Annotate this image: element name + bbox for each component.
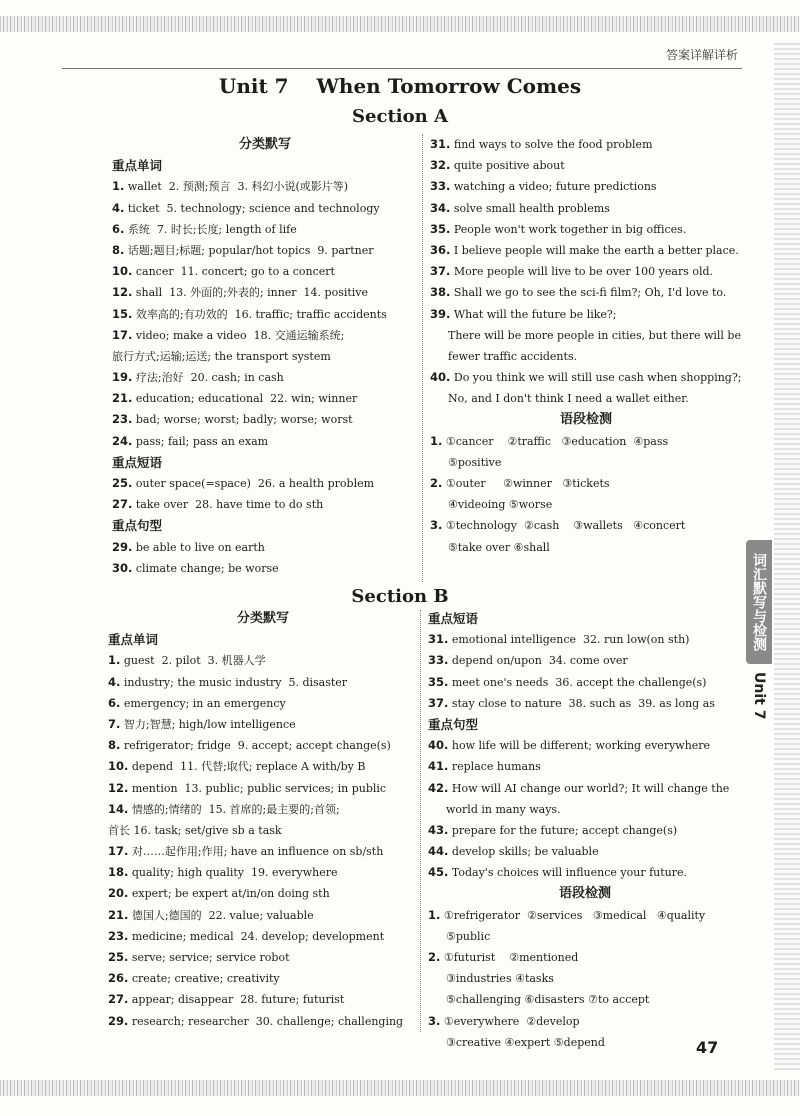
answer-item bbox=[112, 325, 418, 346]
item-number: 12. bbox=[112, 285, 133, 300]
answer-item bbox=[428, 1011, 742, 1032]
answer-item bbox=[108, 650, 418, 671]
header-note: 答案详解详析 bbox=[665, 48, 738, 62]
item-number: 25. bbox=[112, 476, 133, 491]
answer-item bbox=[112, 473, 418, 494]
item-text: prepare for the future; accept change(s) bbox=[448, 823, 678, 837]
answer-item bbox=[112, 494, 418, 515]
answer-item bbox=[430, 515, 742, 536]
item-text: ①refrigerator ②services ③medical ④quality bbox=[440, 908, 706, 922]
item-text: medicine; medical 24. develop; development bbox=[128, 929, 385, 943]
item-number: 10. bbox=[108, 759, 129, 774]
item-number: 21. bbox=[108, 907, 129, 922]
category-heading: 重点句型 bbox=[112, 518, 163, 534]
column-divider bbox=[422, 134, 423, 582]
item-text: How will AI change our world?; It will change the bbox=[448, 781, 730, 795]
item-text: climate change; be worse bbox=[132, 561, 279, 575]
answer-item bbox=[428, 947, 742, 968]
answer-item bbox=[112, 388, 418, 409]
unit-title: Unit 7 When Tomorrow Comes bbox=[218, 74, 582, 98]
answer-item bbox=[108, 672, 418, 693]
item-text: guest 2. pilot 3. 机器人学 bbox=[120, 654, 266, 668]
answer-item bbox=[108, 1011, 418, 1032]
item-number: 15. bbox=[112, 306, 133, 321]
item-text: watching a video; future predictions bbox=[450, 180, 657, 194]
answer-item bbox=[112, 240, 418, 261]
answer-continuation: 首长 16. task; set/give sb a task bbox=[108, 823, 282, 837]
item-number: 3. bbox=[430, 518, 443, 533]
answer-item bbox=[430, 261, 742, 282]
item-text: 智力;智慧; high/low intelligence bbox=[120, 717, 296, 731]
item-number: 27. bbox=[108, 992, 129, 1007]
item-text: ①futurist ②mentioned bbox=[440, 951, 579, 965]
answer-continuation: ③creative ④expert ⑤depend bbox=[446, 1035, 605, 1049]
answer-item bbox=[108, 778, 418, 799]
item-text: refrigerator; fridge 9. accept; accept change(s) bbox=[120, 739, 391, 753]
answer-item bbox=[112, 304, 418, 325]
item-text: find ways to solve the food problem bbox=[450, 138, 653, 151]
answer-item bbox=[430, 304, 742, 325]
item-text: appear; disappear 28. future; futurist bbox=[128, 993, 345, 1007]
header-rule bbox=[62, 68, 742, 69]
item-number: 33. bbox=[428, 653, 449, 668]
column-divider bbox=[420, 610, 421, 1032]
answer-item bbox=[428, 862, 742, 883]
item-text: 情感的;情绪的 15. 首席的;最主要的;首领; bbox=[128, 802, 340, 816]
answer-item bbox=[428, 756, 742, 777]
item-text: serve; service; service robot bbox=[128, 951, 290, 965]
answer-item bbox=[430, 198, 742, 219]
item-text: More people will live to be over 100 years old. bbox=[450, 265, 714, 279]
answer-item bbox=[112, 409, 418, 430]
subheading: 语段检测 bbox=[559, 412, 612, 428]
item-number: 17. bbox=[108, 844, 129, 859]
item-text: wallet 2. 预测;预言 3. 科幻小说(或影片等) bbox=[124, 180, 349, 194]
answer-item bbox=[112, 261, 418, 282]
answer-item bbox=[108, 799, 418, 820]
item-number: 1. bbox=[428, 907, 441, 922]
item-number: 7. bbox=[108, 716, 121, 731]
item-text: 德国人;德国的 22. value; valuable bbox=[128, 908, 314, 922]
item-number: 25. bbox=[108, 950, 129, 965]
item-text: video; make a video 18. 交通运输系统; bbox=[132, 328, 345, 342]
item-text: how life will be different; working everywhere bbox=[448, 739, 711, 753]
item-number: 33. bbox=[430, 179, 451, 194]
answer-item bbox=[108, 862, 418, 883]
item-number: 45. bbox=[428, 865, 449, 880]
item-number: 17. bbox=[112, 327, 133, 342]
item-number: 39. bbox=[430, 306, 451, 321]
item-number: 38. bbox=[430, 285, 451, 300]
item-text: 效率高的;有功效的 16. traffic; traffic accidents bbox=[132, 307, 387, 321]
item-number: 26. bbox=[108, 971, 129, 986]
item-number: 44. bbox=[428, 844, 449, 859]
answer-item bbox=[112, 198, 418, 219]
item-text: meet one's needs 36. accept the challenge(s) bbox=[448, 675, 707, 689]
answer-item bbox=[112, 219, 418, 240]
answer-item bbox=[112, 431, 418, 452]
item-number: 6. bbox=[108, 695, 121, 710]
answer-item bbox=[108, 883, 418, 904]
answer-item bbox=[108, 735, 418, 756]
category-heading: 重点单词 bbox=[112, 158, 163, 174]
item-number: 8. bbox=[108, 738, 121, 753]
item-text: ①cancer ②traffic ③education ④pass bbox=[442, 434, 669, 448]
item-text: People won't work together in big offices. bbox=[450, 222, 687, 236]
category-heading: 重点短语 bbox=[112, 454, 163, 470]
item-text: emergency; in an emergency bbox=[120, 696, 286, 710]
section-b-right-column bbox=[428, 608, 742, 1053]
item-number: 42. bbox=[428, 780, 449, 795]
answer-item bbox=[112, 176, 418, 197]
answer-item bbox=[428, 778, 742, 799]
item-number: 10. bbox=[112, 264, 133, 279]
answer-item bbox=[112, 537, 418, 558]
scan-noise-bottom bbox=[0, 1080, 800, 1096]
answer-item bbox=[430, 134, 742, 155]
answer-item bbox=[430, 240, 742, 261]
answer-item bbox=[108, 714, 418, 735]
item-number: 14. bbox=[108, 801, 129, 816]
category-heading: 重点句型 bbox=[428, 716, 479, 732]
item-number: 1. bbox=[108, 653, 121, 668]
item-text: I believe people will make the earth a better place. bbox=[450, 243, 739, 257]
item-text: quality; high quality 19. everywhere bbox=[128, 866, 338, 880]
item-text: ①outer ②winner ③tickets bbox=[442, 477, 610, 491]
answer-item bbox=[108, 947, 418, 968]
item-number: 40. bbox=[428, 738, 449, 753]
answer-item bbox=[428, 650, 742, 671]
item-text: 系统 7. 时长;长度; length of life bbox=[124, 222, 297, 236]
answer-item bbox=[428, 693, 742, 714]
item-number: 1. bbox=[430, 433, 443, 448]
side-unit-label: Unit 7 bbox=[751, 672, 767, 720]
answer-item bbox=[108, 756, 418, 777]
answer-continuation: ⑤challenging ⑥disasters ⑦to accept bbox=[446, 993, 650, 1007]
item-text: be able to live on earth bbox=[132, 540, 265, 554]
section-a-title: Section A bbox=[352, 106, 448, 127]
answer-item bbox=[108, 968, 418, 989]
item-number: 41. bbox=[428, 759, 449, 774]
item-number: 30. bbox=[112, 560, 133, 575]
item-number: 43. bbox=[428, 822, 449, 837]
item-text: ticket 5. technology; science and technology bbox=[124, 201, 380, 215]
item-number: 35. bbox=[430, 221, 451, 236]
item-text: take over 28. have time to do sth bbox=[132, 498, 324, 512]
answer-item bbox=[428, 629, 742, 650]
item-number: 36. bbox=[430, 242, 451, 257]
answer-continuation: There will be more people in cities, but there will be bbox=[448, 328, 741, 342]
answer-item bbox=[428, 841, 742, 862]
item-number: 4. bbox=[112, 200, 125, 215]
item-number: 2. bbox=[428, 950, 441, 965]
section-b-title: Section B bbox=[351, 586, 449, 607]
item-text: emotional intelligence 32. run low(on sth) bbox=[448, 633, 690, 647]
answer-continuation: fewer traffic accidents. bbox=[448, 349, 578, 363]
section-b-left-column bbox=[108, 608, 418, 1032]
answer-continuation: ④videoing ⑤worse bbox=[448, 498, 553, 512]
item-text: depend on/upon 34. come over bbox=[448, 654, 628, 668]
item-text: replace humans bbox=[448, 760, 541, 774]
item-text: ①technology ②cash ③wallets ④concert bbox=[442, 519, 686, 533]
item-text: create; creative; creativity bbox=[128, 972, 280, 986]
item-text: Today's choices will influence your future. bbox=[448, 866, 688, 880]
item-number: 1. bbox=[112, 179, 125, 194]
answer-item bbox=[108, 926, 418, 947]
answer-item bbox=[430, 219, 742, 240]
item-text: research; researcher 30. challenge; challenging bbox=[128, 1014, 404, 1028]
item-number: 19. bbox=[112, 370, 133, 385]
answer-item bbox=[428, 672, 742, 693]
item-text: pass; fail; pass an exam bbox=[132, 434, 269, 448]
item-number: 18. bbox=[108, 865, 129, 880]
category-heading: 重点短语 bbox=[428, 611, 479, 626]
item-number: 8. bbox=[112, 242, 125, 257]
answer-item bbox=[112, 558, 418, 579]
item-number: 27. bbox=[112, 497, 133, 512]
item-number: 2. bbox=[430, 476, 443, 491]
item-text: Shall we go to see the sci-fi film?; Oh, I'd love to. bbox=[450, 286, 727, 300]
item-number: 4. bbox=[108, 674, 121, 689]
answer-item bbox=[430, 431, 742, 452]
answer-item bbox=[430, 176, 742, 197]
item-number: 3. bbox=[428, 1013, 441, 1028]
item-number: 23. bbox=[108, 928, 129, 943]
answer-continuation: ③industries ④tasks bbox=[446, 972, 554, 986]
item-text: industry; the music industry 5. disaster bbox=[120, 675, 348, 689]
item-number: 37. bbox=[428, 695, 449, 710]
answer-continuation: No, and I don't think I need a wallet either. bbox=[448, 392, 689, 406]
answer-item bbox=[430, 155, 742, 176]
item-number: 12. bbox=[108, 780, 129, 795]
answer-item bbox=[112, 282, 418, 303]
item-text: cancer 11. concert; go to a concert bbox=[132, 265, 335, 279]
item-text: Do you think we will still use cash when shopping?; bbox=[450, 371, 742, 385]
answer-item bbox=[428, 905, 742, 926]
answer-continuation: ⑤take over ⑥shall bbox=[448, 540, 550, 554]
item-text: shall 13. 外面的;外表的; inner 14. positive bbox=[132, 286, 369, 300]
item-number: 6. bbox=[112, 221, 125, 236]
subheading: 语段检测 bbox=[558, 886, 611, 902]
answer-item bbox=[108, 693, 418, 714]
item-number: 29. bbox=[112, 539, 133, 554]
item-number: 23. bbox=[112, 412, 133, 427]
item-text: 疗法;治好 20. cash; in cash bbox=[132, 371, 284, 385]
item-text: stay close to nature 38. such as 39. as long as bbox=[448, 696, 715, 710]
item-text: bad; worse; worst; badly; worse; worst bbox=[132, 413, 353, 427]
item-number: 29. bbox=[108, 1013, 129, 1028]
answer-item bbox=[428, 820, 742, 841]
item-text: expert; be expert at/in/on doing sth bbox=[128, 887, 330, 901]
item-number: 31. bbox=[430, 137, 451, 151]
item-number: 34. bbox=[430, 200, 451, 215]
page-number: 47 bbox=[696, 1038, 719, 1057]
item-number: 20. bbox=[108, 886, 129, 901]
scan-noise-top bbox=[0, 16, 800, 32]
answer-item bbox=[430, 282, 742, 303]
item-text: develop skills; be valuable bbox=[448, 845, 599, 859]
item-text: What will the future be like?; bbox=[450, 307, 617, 321]
category-heading: 重点单词 bbox=[108, 632, 159, 648]
item-text: outer space(=space) 26. a health problem bbox=[132, 477, 375, 491]
answer-continuation: 旅行方式;运输;运送; the transport system bbox=[112, 349, 331, 363]
item-text: 对……起作用;作用; have an influence on sb/sth bbox=[128, 845, 384, 859]
answer-item bbox=[430, 473, 742, 494]
item-number: 37. bbox=[430, 264, 451, 279]
answer-continuation: world in many ways. bbox=[446, 802, 561, 816]
item-text: 话题;题目;标题; popular/hot topics 9. partner bbox=[124, 243, 374, 257]
item-number: 21. bbox=[112, 391, 133, 406]
side-tab: 词汇默写与检测 bbox=[746, 540, 772, 664]
answer-item bbox=[108, 905, 418, 926]
item-text: mention 13. public; public services; in public bbox=[128, 781, 387, 795]
answer-item bbox=[428, 735, 742, 756]
item-number: 32. bbox=[430, 158, 451, 173]
answer-item bbox=[108, 841, 418, 862]
item-text: depend 11. 代替;取代; replace A with/by B bbox=[128, 760, 366, 774]
item-number: 35. bbox=[428, 674, 449, 689]
scan-noise-edge bbox=[774, 40, 800, 1070]
section-a-left-column bbox=[112, 134, 418, 579]
item-number: 40. bbox=[430, 370, 451, 385]
item-text: ①everywhere ②develop bbox=[440, 1014, 580, 1028]
answer-item bbox=[430, 367, 742, 388]
answer-continuation: ⑤public bbox=[446, 929, 491, 943]
subheading: 分类默写 bbox=[236, 611, 289, 626]
item-text: solve small health problems bbox=[450, 201, 610, 215]
answer-item bbox=[108, 989, 418, 1010]
answer-item bbox=[112, 367, 418, 388]
section-a-right-column bbox=[430, 134, 742, 558]
item-number: 24. bbox=[112, 433, 133, 448]
answer-continuation: ⑤positive bbox=[448, 455, 502, 469]
item-text: education; educational 22. win; winner bbox=[132, 392, 358, 406]
item-number: 31. bbox=[428, 632, 449, 647]
subheading: 分类默写 bbox=[238, 137, 291, 152]
item-text: quite positive about bbox=[450, 159, 565, 173]
